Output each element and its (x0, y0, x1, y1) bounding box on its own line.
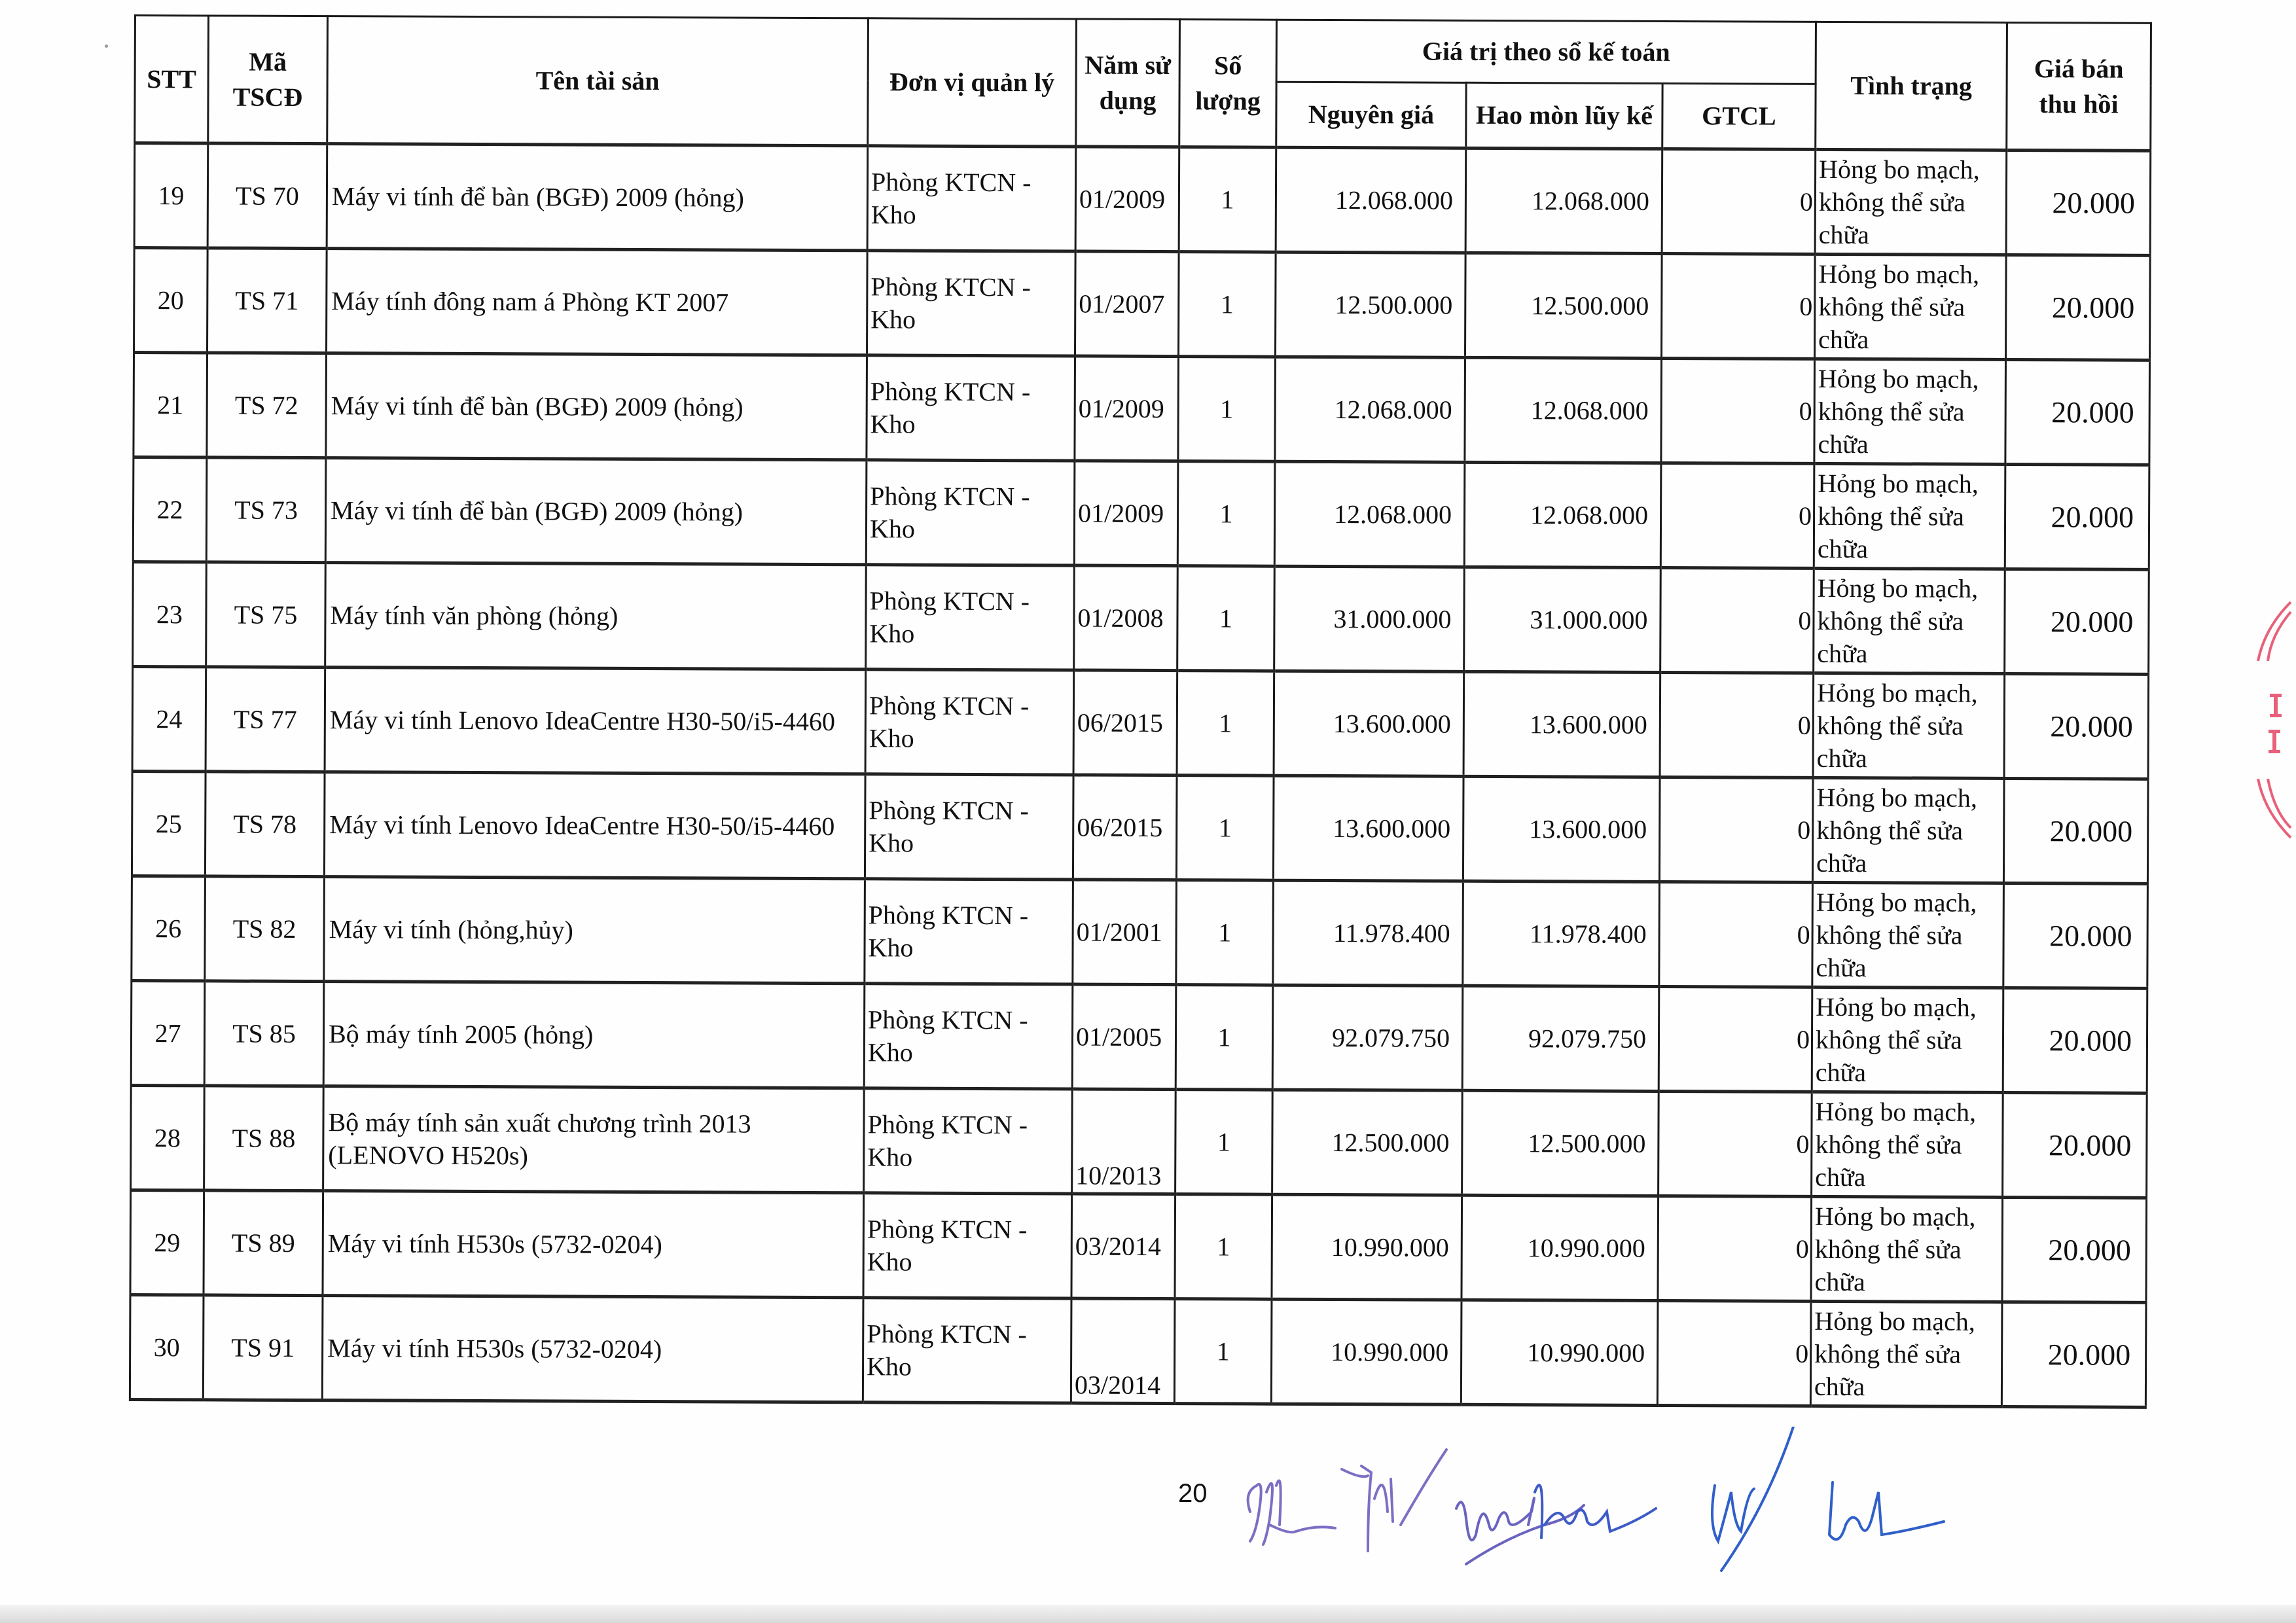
cell-qty: 1 (1179, 147, 1276, 253)
cell-qty: 1 (1177, 566, 1275, 671)
cell-name: Máy vi tính Lenovo IdeaCentre H30-50/i5-4460 (324, 772, 865, 879)
cell-code: TS 70 (207, 143, 327, 249)
cell-stt: 22 (133, 457, 207, 562)
cell-qty: 1 (1174, 1299, 1272, 1404)
cell-sale-price: 20.000 (2003, 883, 2148, 988)
cell-qty: 1 (1176, 776, 1274, 881)
table-row (133, 457, 2149, 570)
page-number: 20 (1178, 1479, 1208, 1508)
cell-unit: Phòng KTCN - Kho (867, 355, 1075, 461)
cell-gtcl: 0 (1658, 1196, 1812, 1301)
cell-unit: Phòng KTCN - Kho (865, 879, 1073, 984)
cell-name: Máy vi tính để bàn (BGĐ) 2009 (hỏng) (326, 353, 867, 460)
cell-unit: Phòng KTCN - Kho (864, 1088, 1073, 1194)
cell-gtcl: 0 (1662, 149, 1816, 254)
cell-code: TS 91 (203, 1295, 323, 1400)
asset-table-sheet (129, 14, 2150, 1409)
cell-status: Hỏng bo mạch, không thể sửa chữa (1814, 254, 2006, 359)
cell-qty: 1 (1175, 1194, 1272, 1300)
cell-gtcl: 0 (1660, 567, 1814, 673)
header-name: Tên tài sản (327, 16, 869, 146)
table-body (130, 143, 2150, 1408)
cell-depreciation: 13.600.000 (1463, 776, 1660, 882)
cell-unit: Phòng KTCN - Kho (867, 251, 1076, 356)
scan-speck (105, 45, 108, 48)
cell-original-price: 12.500.000 (1276, 252, 1466, 357)
cell-status: Hỏng bo mạch, không thể sửa chữa (1814, 359, 2006, 464)
table-row (132, 771, 2148, 883)
cell-code: TS 75 (206, 562, 326, 668)
table-row (130, 1190, 2147, 1302)
cell-stt: 21 (134, 353, 207, 457)
stamp-seal (2245, 589, 2296, 851)
cell-original-price: 92.079.750 (1272, 985, 1463, 1090)
cell-code: TS 82 (205, 876, 325, 982)
cell-stt: 23 (133, 562, 207, 666)
cell-sale-price: 20.000 (2003, 988, 2147, 1093)
cell-depreciation: 12.068.000 (1464, 462, 1661, 567)
cell-year: 01/2001 (1073, 880, 1177, 985)
cell-status: Hỏng bo mạch, không thể sửa chữa (1812, 987, 2003, 1092)
scan-edge (0, 1605, 2296, 1623)
cell-qty: 1 (1175, 985, 1273, 1090)
cell-year: 01/2008 (1074, 565, 1178, 671)
cell-code: TS 77 (206, 667, 325, 772)
cell-unit: Phòng KTCN - Kho (865, 669, 1074, 775)
cell-qty: 1 (1175, 1090, 1273, 1195)
cell-name: Máy vi tính Lenovo IdeaCentre H30-50/i5-4460 (325, 668, 866, 774)
cell-stt: 30 (130, 1294, 204, 1399)
cell-sale-price: 20.000 (2005, 464, 2149, 569)
cell-gtcl: 0 (1659, 1091, 1812, 1196)
cell-unit: Phòng KTCN - Kho (863, 1298, 1071, 1403)
cell-gtcl: 0 (1659, 777, 1813, 882)
header-book-value: Giá trị theo sổ kế toán (1276, 20, 1816, 84)
cell-depreciation: 10.990.000 (1462, 1195, 1659, 1300)
cell-status: Hỏng bo mạch, không thể sửa chữa (1811, 1196, 2003, 1302)
cell-depreciation: 10.990.000 (1461, 1300, 1658, 1405)
cell-stt: 26 (132, 876, 206, 980)
cell-gtcl: 0 (1659, 986, 1812, 1092)
cell-depreciation: 12.500.000 (1462, 1090, 1659, 1196)
asset-table (129, 14, 2152, 1409)
header-code: Mã TSCĐ (208, 16, 328, 144)
cell-original-price: 12.068.000 (1276, 147, 1466, 253)
cell-original-price: 10.990.000 (1272, 1194, 1462, 1300)
cell-unit: Phòng KTCN - Kho (864, 984, 1073, 1089)
cell-sale-price: 20.000 (2004, 673, 2149, 779)
table-row (132, 876, 2148, 988)
cell-original-price: 12.068.000 (1275, 357, 1465, 462)
cell-gtcl: 0 (1659, 882, 1813, 987)
cell-depreciation: 92.079.750 (1462, 986, 1659, 1091)
cell-stt: 24 (132, 666, 206, 771)
table-header-row (135, 16, 2151, 86)
cell-year: 01/2009 (1075, 147, 1179, 252)
cell-code: TS 85 (204, 981, 324, 1086)
cell-status: Hỏng bo mạch, không thể sửa chữa (1814, 463, 2005, 569)
cell-name: Máy vi tính H530s (5732-0204) (323, 1191, 864, 1298)
cell-code: TS 71 (207, 248, 327, 353)
cell-qty: 1 (1177, 461, 1275, 567)
cell-name: Máy vi tính H530s (5732-0204) (322, 1296, 863, 1402)
cell-stt: 27 (131, 980, 205, 1085)
cell-name: Bộ máy tính 2005 (hỏng) (323, 982, 865, 1088)
cell-depreciation: 12.068.000 (1465, 357, 1662, 463)
cell-year: 03/2014 (1071, 1298, 1175, 1404)
cell-status: Hỏng bo mạch, không thể sửa chữa (1814, 568, 2005, 673)
cell-sale-price: 20.000 (2001, 1302, 2146, 1407)
cell-unit: Phòng KTCN - Kho (863, 1193, 1072, 1298)
cell-year: 01/2009 (1075, 356, 1179, 461)
cell-name: Máy tính văn phòng (hỏng) (325, 563, 867, 669)
table-row (132, 666, 2149, 779)
header-depreciation: Hao mòn lũy kế (1466, 82, 1662, 149)
header-status: Tình trạng (1816, 22, 2007, 150)
cell-code: TS 72 (207, 353, 327, 458)
cell-qty: 1 (1177, 671, 1274, 776)
cell-original-price: 12.500.000 (1272, 1090, 1463, 1195)
signatures (1230, 1427, 2251, 1597)
cell-name: Máy vi tính (hỏng,hủy) (324, 877, 865, 984)
cell-sale-price: 20.000 (2002, 1197, 2147, 1302)
cell-qty: 1 (1176, 880, 1274, 986)
cell-depreciation: 31.000.000 (1464, 567, 1661, 672)
cell-sale-price: 20.000 (2005, 569, 2149, 674)
header-gtcl: GTCL (1662, 83, 1816, 149)
cell-sale-price: 20.000 (2006, 150, 2151, 255)
cell-original-price: 10.990.000 (1271, 1299, 1462, 1404)
cell-qty: 1 (1178, 357, 1276, 462)
cell-status: Hỏng bo mạch, không thể sửa chữa (1812, 882, 2004, 988)
signature-3 (1535, 1485, 1656, 1538)
table-row (131, 980, 2147, 1093)
cell-stt: 20 (134, 248, 208, 353)
header-stt: STT (135, 16, 209, 143)
header-year: Năm sử dụng (1076, 19, 1180, 147)
cell-unit: Phòng KTCN - Kho (866, 460, 1075, 565)
cell-status: Hỏng bo mạch, không thể sửa chữa (1813, 673, 2005, 778)
cell-gtcl: 0 (1660, 463, 1814, 568)
cell-depreciation: 12.500.000 (1465, 253, 1662, 358)
cell-stt: 29 (130, 1190, 204, 1294)
cell-year: 01/2005 (1072, 984, 1176, 1090)
cell-name: Máy vi tính để bàn (BGĐ) 2009 (hỏng) (327, 144, 868, 251)
cell-unit: Phòng KTCN - Kho (867, 146, 1076, 251)
cell-original-price: 12.068.000 (1274, 461, 1465, 567)
cell-gtcl: 0 (1657, 1300, 1811, 1406)
cell-stt: 25 (132, 771, 206, 876)
table-row (131, 1085, 2147, 1198)
cell-code: TS 73 (206, 457, 326, 563)
cell-sale-price: 20.000 (2003, 1092, 2147, 1198)
cell-year: 06/2015 (1073, 670, 1177, 776)
cell-sale-price: 20.000 (2003, 778, 2148, 883)
cell-depreciation: 11.978.400 (1463, 881, 1660, 986)
cell-status: Hỏng bo mạch, không thể sửa chữa (1812, 1092, 2003, 1197)
cell-code: TS 78 (205, 772, 325, 877)
signature-2 (1456, 1498, 1584, 1564)
cell-stt: 19 (134, 143, 208, 248)
cell-original-price: 11.978.400 (1273, 880, 1463, 986)
signature-1 (1248, 1450, 1446, 1551)
header-unit: Đơn vị quản lý (868, 18, 1077, 147)
cell-code: TS 89 (204, 1190, 323, 1296)
cell-depreciation: 13.600.000 (1463, 671, 1660, 777)
table-row (134, 353, 2150, 465)
table-row (134, 248, 2151, 361)
cell-year: 01/2007 (1075, 251, 1179, 357)
header-original-price: Nguyên giá (1276, 82, 1466, 148)
cell-year: 03/2014 (1071, 1194, 1175, 1299)
cell-year: 10/2013 (1072, 1089, 1176, 1194)
cell-gtcl: 0 (1660, 672, 1814, 777)
cell-status: Hỏng bo mạch, không thể sửa chữa (1812, 777, 2004, 883)
cell-depreciation: 12.068.000 (1465, 148, 1662, 253)
cell-unit: Phòng KTCN - Kho (866, 565, 1075, 670)
table-row (133, 562, 2149, 674)
table-row (130, 1294, 2146, 1407)
cell-year: 06/2015 (1073, 775, 1177, 880)
cell-status: Hỏng bo mạch, không thể sửa chữa (1810, 1301, 2002, 1406)
header-qty: Số lượng (1179, 20, 1277, 148)
signature-4 (1712, 1427, 1944, 1571)
cell-original-price: 13.600.000 (1274, 671, 1464, 776)
cell-gtcl: 0 (1661, 358, 1815, 463)
cell-year: 01/2009 (1074, 461, 1178, 566)
header-sale-price: Giá bán thu hồi (2007, 22, 2151, 151)
cell-gtcl: 0 (1661, 253, 1815, 359)
cell-original-price: 13.600.000 (1273, 776, 1463, 881)
cell-code: TS 88 (204, 1086, 324, 1191)
cell-name: Máy tính đông nam á Phòng KT 2007 (327, 249, 868, 355)
cell-qty: 1 (1179, 252, 1276, 357)
cell-unit: Phòng KTCN - Kho (865, 774, 1073, 880)
cell-original-price: 31.000.000 (1274, 566, 1465, 671)
table-row (134, 143, 2151, 256)
cell-status: Hỏng bo mạch, không thể sửa chữa (1815, 149, 2007, 255)
cell-name: Bộ máy tính sản xuất chương trình 2013 (LENOVO H520s) (323, 1086, 865, 1193)
cell-name: Máy vi tính để bàn (BGĐ) 2009 (hỏng) (325, 458, 867, 565)
cell-stt: 28 (131, 1085, 205, 1190)
cell-sale-price: 20.000 (2005, 255, 2150, 360)
cell-sale-price: 20.000 (2005, 359, 2150, 465)
